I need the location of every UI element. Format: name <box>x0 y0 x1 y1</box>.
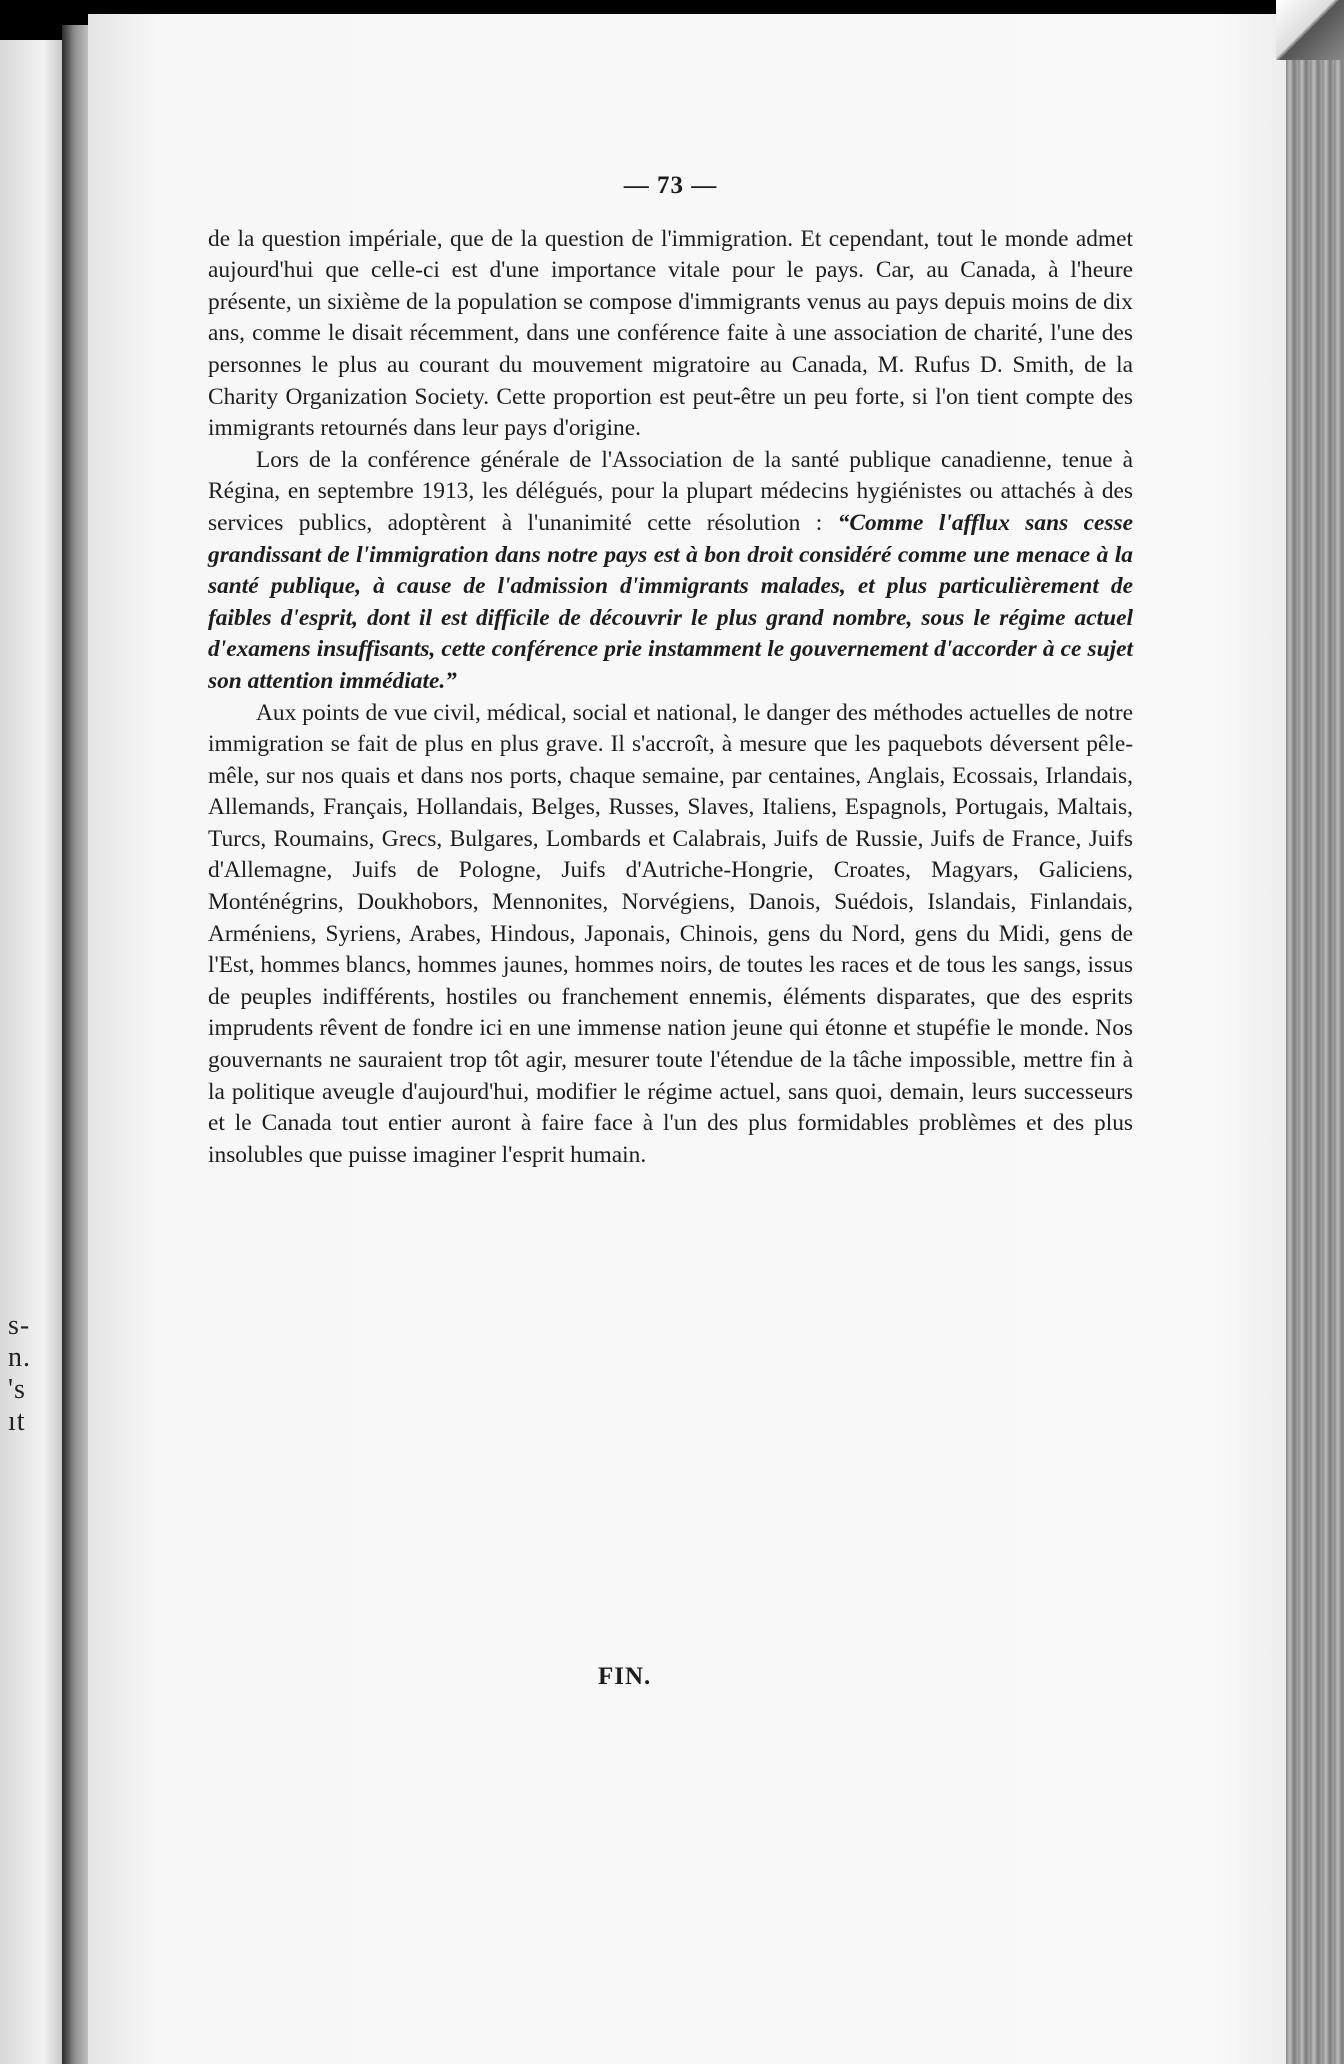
left-page-fragment: s- <box>8 1310 31 1341</box>
paragraph-intro-text: Lors de la conférence générale de l'Association de la santé publique canadienne, tenue à Régina, en septembre 1913, les délégués, pour la plupart médecins hygiénistes ou attachés à des services publics, adoptèrent à l'unanimité cette résolution : <box>208 446 1133 536</box>
left-page-fragment: ıt <box>8 1406 26 1437</box>
page-stack-edges <box>1286 0 1344 2064</box>
page-corner-fold <box>1276 0 1344 60</box>
left-page-fragment: n. <box>8 1342 31 1373</box>
left-facing-page-edge <box>0 40 62 2064</box>
resolution-quote: “Comme l'afflux sans cesse grandissant de l'immigration dans notre pays est à bon droit considéré comme une menace à la santé publique, à cause de l'admission d'immigrants malades, et plus particulièrement de faibles d'esprit, dont il est difficile de découvrir le plus grand nombre, sous le régime actuel d'examens insuffisants, cette conférence prie instamment le gouvernement d'accorder à ce sujet son attention immédiate.” <box>208 509 1133 694</box>
paragraph: de la question impériale, que de la question de l'immigration. Et cependant, tout le monde admet aujourd'hui que celle-ci est d'une importance vitale pour le pays. Car, au Canada, à l'heure présente, un sixième de la population se compose d'immigrants venus au pays depuis moins de dix ans, comme le disait récemment, dans une conférence faite à une association de charité, l'une des personnes le plus au courant du mouvement migratoire au Canada, M. Rufus D. Smith, de la Charity Organization Society. Cette proportion est peut-être un peu forte, si l'on tient compte des immigrants retournés dans leur pays d'origine. <box>208 225 1133 442</box>
left-page-fragment: 's <box>8 1374 26 1405</box>
paragraph: Aux points de vue civil, médical, social et national, le danger des méthodes actuelles de notre immigration se fait de plus en plus grave. Il s'accroît, à mesure que les paquebots déversent pêle-mêle, sur nos quais et dans nos ports, chaque semaine, par centaines, Anglais, Ecossais, Irlandais, Allemands, Français, Hollandais, Belges, Russes, Slaves, Italiens, Espagnols, Portugais, Maltais, Turcs, Roumains, Grecs, Bulgares, Lombards et Calabrais, Juifs de Russie, Juifs de France, Juifs d'Allemagne, Juifs de Pologne, Juifs d'Autriche-Hongrie, Croates, Magyars, Galiciens, Monténégrins, Doukhobors, Mennonites, Norvégiens, Danois, Suédois, Islandais, Finlandais, Arméniens, Syriens, Arabes, Hindous, Japonais, Chinois, gens du Nord, gens du Midi, gens de l'Est, hommes blancs, hommes jaunes, hommes noirs, de toutes les races et de tous les sangs, issus de peuples indifférents, hostiles ou franchement ennemis, éléments disparates, que des esprits imprudents rêvent de fondre ici en une immense nation jeune qui étonne et stupéfie le monde. Nos gouvernants ne sauraient trop tôt agir, mesurer toute l'étendue de la tâche impossible, mettre fin à la politique aveugle d'aujourd'hui, modifier le régime actuel, sans quoi, demain, leurs successeurs et le Canada tout entier auront à faire face à l'un des plus formidables problèmes et des plus insolubles que puisse imaginer l'esprit humain. <box>208 699 1133 1168</box>
page-number: — 73 — <box>623 172 718 199</box>
page-text-block <box>208 170 1133 1171</box>
paragraph-resolution <box>208 445 1133 698</box>
end-mark: FIN. <box>598 1663 652 1690</box>
